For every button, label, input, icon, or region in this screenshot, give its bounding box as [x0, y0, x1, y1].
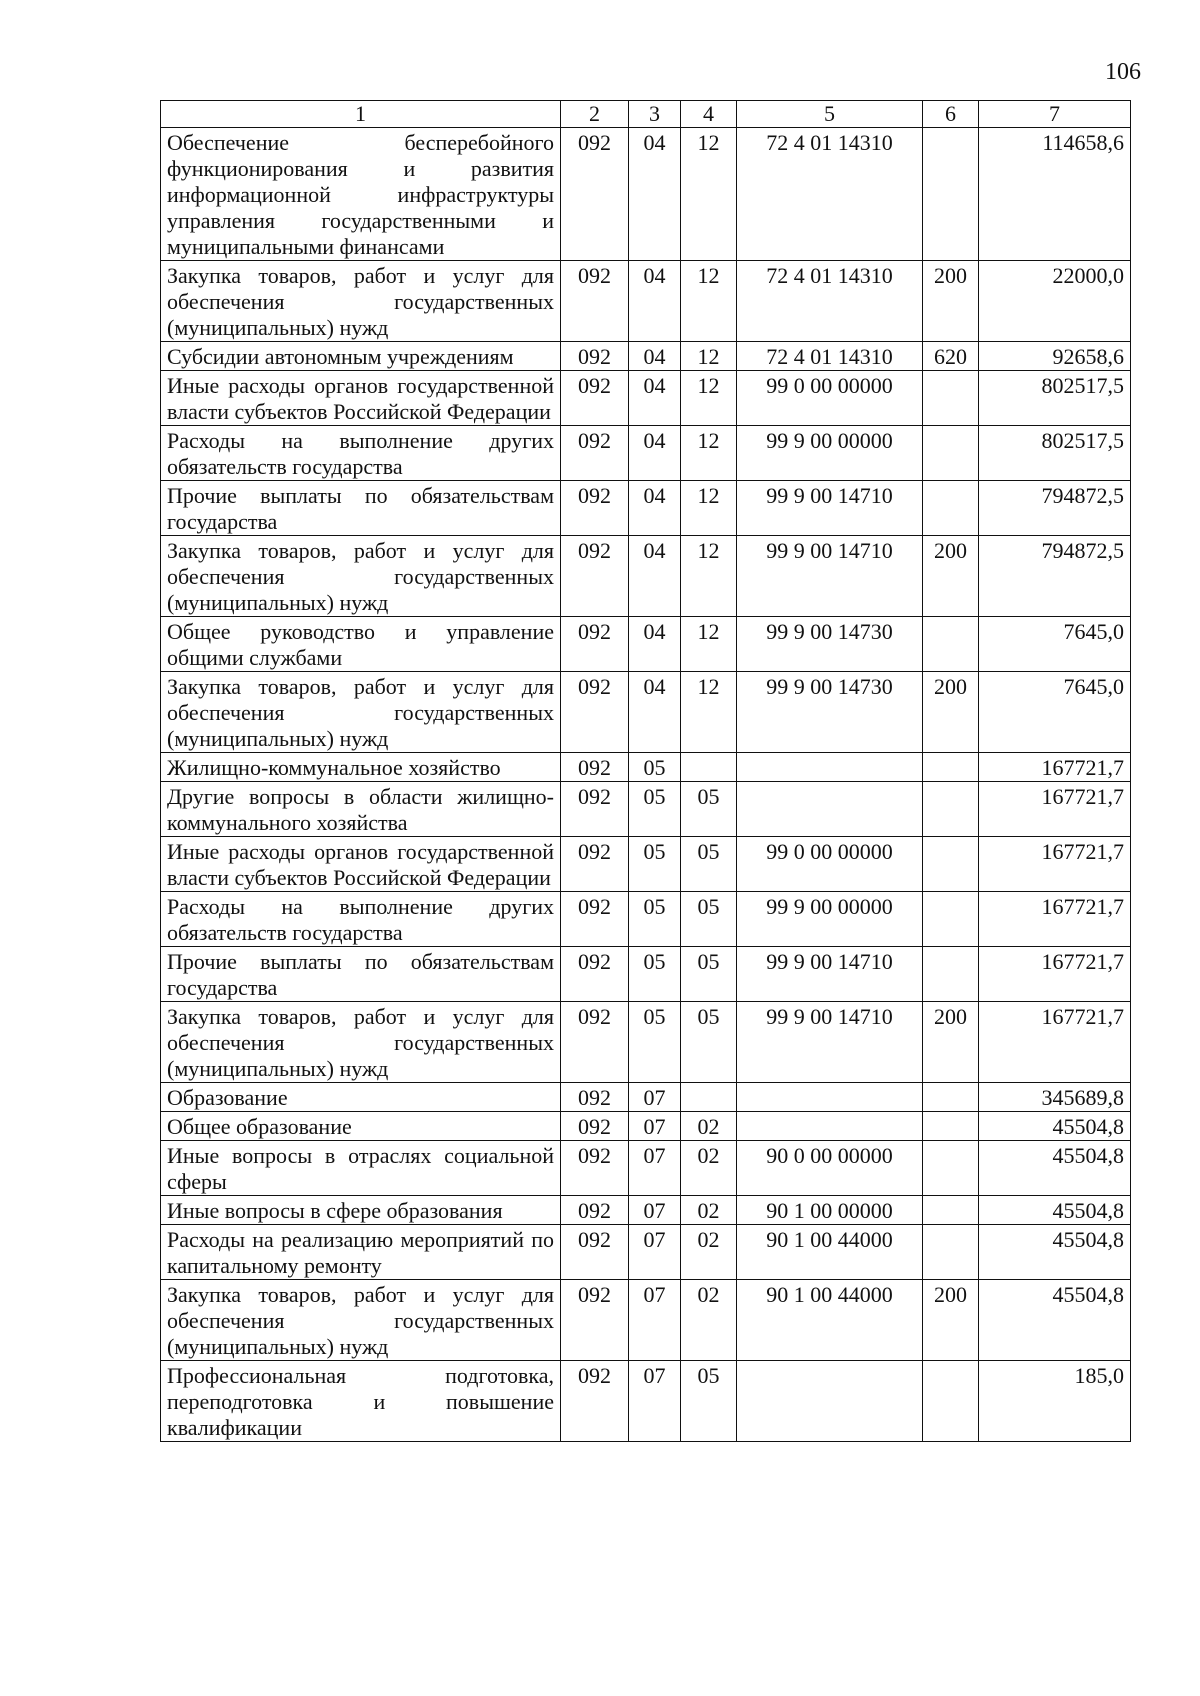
row-section-code: 07: [629, 1361, 681, 1442]
row-amount: 345689,8: [979, 1083, 1131, 1112]
row-target-article: 99 9 00 00000: [737, 426, 923, 481]
row-target-article: 90 1 00 44000: [737, 1280, 923, 1361]
row-description: Прочие выплаты по обязательствам государства: [161, 481, 561, 536]
row-target-article: 72 4 01 14310: [737, 261, 923, 342]
row-subsection-code: 02: [681, 1280, 737, 1361]
row-subsection-code: 12: [681, 617, 737, 672]
table-row: [161, 261, 1131, 342]
row-description: Закупка товаров, работ и услуг для обеспечения государственных (муниципальных) нужд: [161, 672, 561, 753]
row-target-article: 99 9 00 14710: [737, 481, 923, 536]
row-subsection-code: [681, 1083, 737, 1112]
row-amount: 167721,7: [979, 947, 1131, 1002]
row-description: Расходы на реализацию мероприятий по капитальному ремонту: [161, 1225, 561, 1280]
table-row: [161, 1083, 1131, 1112]
row-subsection-code: 02: [681, 1112, 737, 1141]
row-section-code: 05: [629, 892, 681, 947]
row-subsection-code: 05: [681, 892, 737, 947]
table-row: [161, 1225, 1131, 1280]
row-ministry-code: 092: [561, 371, 629, 426]
row-expense-type: [923, 1361, 979, 1442]
table-row: [161, 371, 1131, 426]
row-expense-type: 200: [923, 1002, 979, 1083]
page-number: 106: [1105, 59, 1141, 85]
column-header-6: 6: [923, 101, 979, 128]
row-section-code: 05: [629, 782, 681, 837]
row-subsection-code: 12: [681, 342, 737, 371]
row-section-code: 05: [629, 837, 681, 892]
row-ministry-code: 092: [561, 426, 629, 481]
row-amount: 7645,0: [979, 672, 1131, 753]
row-description: Профессиональная подготовка, переподготовка и повышение квалификации: [161, 1361, 561, 1442]
row-amount: 92658,6: [979, 342, 1131, 371]
budget-table: [160, 100, 1131, 1442]
row-expense-type: [923, 947, 979, 1002]
row-description: Обеспечение бесперебойного функционирования и развития информационной инфраструктуры управления государственными и муниципальными финансами: [161, 128, 561, 261]
row-ministry-code: 092: [561, 536, 629, 617]
row-expense-type: [923, 371, 979, 426]
table-row: [161, 426, 1131, 481]
row-section-code: 05: [629, 1002, 681, 1083]
row-target-article: 90 1 00 00000: [737, 1196, 923, 1225]
column-header-4: 4: [681, 101, 737, 128]
row-subsection-code: 12: [681, 426, 737, 481]
row-ministry-code: 092: [561, 782, 629, 837]
row-ministry-code: 092: [561, 342, 629, 371]
row-ministry-code: 092: [561, 1083, 629, 1112]
row-ministry-code: 092: [561, 1196, 629, 1225]
row-description: Закупка товаров, работ и услуг для обеспечения государственных (муниципальных) нужд: [161, 1002, 561, 1083]
row-amount: 167721,7: [979, 1002, 1131, 1083]
row-section-code: 04: [629, 672, 681, 753]
row-description: Общее руководство и управление общими службами: [161, 617, 561, 672]
row-target-article: 99 9 00 14730: [737, 672, 923, 753]
row-section-code: 04: [629, 481, 681, 536]
table-row: [161, 672, 1131, 753]
row-amount: 185,0: [979, 1361, 1131, 1442]
row-section-code: 04: [629, 261, 681, 342]
row-section-code: 07: [629, 1141, 681, 1196]
row-subsection-code: 12: [681, 128, 737, 261]
row-expense-type: [923, 782, 979, 837]
row-expense-type: 200: [923, 261, 979, 342]
row-section-code: 07: [629, 1083, 681, 1112]
row-ministry-code: 092: [561, 1280, 629, 1361]
row-target-article: 72 4 01 14310: [737, 128, 923, 261]
row-expense-type: [923, 837, 979, 892]
row-amount: 794872,5: [979, 536, 1131, 617]
row-description: Жилищно-коммунальное хозяйство: [161, 753, 561, 782]
row-description: Иные вопросы в отраслях социальной сферы: [161, 1141, 561, 1196]
row-section-code: 04: [629, 536, 681, 617]
row-expense-type: [923, 892, 979, 947]
row-amount: 167721,7: [979, 892, 1131, 947]
row-ministry-code: 092: [561, 128, 629, 261]
row-ministry-code: 092: [561, 261, 629, 342]
row-target-article: 90 1 00 44000: [737, 1225, 923, 1280]
row-amount: 802517,5: [979, 371, 1131, 426]
row-amount: 802517,5: [979, 426, 1131, 481]
row-expense-type: [923, 1225, 979, 1280]
row-expense-type: 620: [923, 342, 979, 371]
column-header-2: 2: [561, 101, 629, 128]
row-amount: 45504,8: [979, 1112, 1131, 1141]
table-row: [161, 128, 1131, 261]
table-row: [161, 837, 1131, 892]
row-subsection-code: 02: [681, 1225, 737, 1280]
row-expense-type: [923, 1196, 979, 1225]
row-ministry-code: 092: [561, 753, 629, 782]
column-header-3: 3: [629, 101, 681, 128]
row-section-code: 05: [629, 753, 681, 782]
table-row: [161, 1141, 1131, 1196]
row-section-code: 07: [629, 1225, 681, 1280]
row-subsection-code: 12: [681, 536, 737, 617]
table-row: [161, 1196, 1131, 1225]
row-target-article: 99 9 00 14710: [737, 536, 923, 617]
row-subsection-code: 12: [681, 261, 737, 342]
row-ministry-code: 092: [561, 481, 629, 536]
row-description: Расходы на выполнение других обязательств государства: [161, 426, 561, 481]
row-subsection-code: 12: [681, 371, 737, 426]
row-ministry-code: 092: [561, 1141, 629, 1196]
header-row: [161, 101, 1131, 128]
table-row: [161, 481, 1131, 536]
row-subsection-code: 05: [681, 1361, 737, 1442]
row-ministry-code: 092: [561, 1361, 629, 1442]
row-description: Расходы на выполнение других обязательств государства: [161, 892, 561, 947]
row-target-article: [737, 1112, 923, 1141]
row-expense-type: [923, 617, 979, 672]
row-amount: 114658,6: [979, 128, 1131, 261]
row-subsection-code: [681, 753, 737, 782]
row-amount: 45504,8: [979, 1225, 1131, 1280]
row-section-code: 05: [629, 947, 681, 1002]
row-section-code: 04: [629, 371, 681, 426]
row-expense-type: 200: [923, 1280, 979, 1361]
row-section-code: 04: [629, 342, 681, 371]
row-amount: 167721,7: [979, 753, 1131, 782]
table-row: [161, 947, 1131, 1002]
row-description: Закупка товаров, работ и услуг для обеспечения государственных (муниципальных) нужд: [161, 1280, 561, 1361]
row-target-article: 99 9 00 14710: [737, 947, 923, 1002]
row-amount: 167721,7: [979, 782, 1131, 837]
row-subsection-code: 05: [681, 782, 737, 837]
row-description: Образование: [161, 1083, 561, 1112]
row-target-article: [737, 1083, 923, 1112]
row-amount: 45504,8: [979, 1280, 1131, 1361]
row-expense-type: [923, 481, 979, 536]
table-row: [161, 753, 1131, 782]
row-amount: 794872,5: [979, 481, 1131, 536]
row-description: Закупка товаров, работ и услуг для обеспечения государственных (муниципальных) нужд: [161, 261, 561, 342]
row-ministry-code: 092: [561, 892, 629, 947]
row-expense-type: 200: [923, 672, 979, 753]
table-row: [161, 1002, 1131, 1083]
row-target-article: 99 9 00 14730: [737, 617, 923, 672]
table-row: [161, 617, 1131, 672]
row-description: Прочие выплаты по обязательствам государства: [161, 947, 561, 1002]
row-subsection-code: 05: [681, 837, 737, 892]
table-row: [161, 1361, 1131, 1442]
row-target-article: [737, 1361, 923, 1442]
row-target-article: 99 0 00 00000: [737, 837, 923, 892]
table-row: [161, 782, 1131, 837]
row-section-code: 04: [629, 617, 681, 672]
row-expense-type: 200: [923, 536, 979, 617]
row-target-article: 99 9 00 14710: [737, 1002, 923, 1083]
row-expense-type: [923, 1112, 979, 1141]
row-subsection-code: 05: [681, 1002, 737, 1083]
row-target-article: 99 0 00 00000: [737, 371, 923, 426]
row-ministry-code: 092: [561, 1225, 629, 1280]
row-section-code: 04: [629, 426, 681, 481]
row-target-article: [737, 782, 923, 837]
table-body: [161, 101, 1131, 1442]
row-ministry-code: 092: [561, 1112, 629, 1141]
row-expense-type: [923, 128, 979, 261]
row-expense-type: [923, 426, 979, 481]
row-subsection-code: 12: [681, 481, 737, 536]
row-description: Закупка товаров, работ и услуг для обеспечения государственных (муниципальных) нужд: [161, 536, 561, 617]
row-amount: 22000,0: [979, 261, 1131, 342]
row-amount: 45504,8: [979, 1141, 1131, 1196]
row-description: Иные расходы органов государственной власти субъектов Российской Федерации: [161, 371, 561, 426]
row-expense-type: [923, 1083, 979, 1112]
table-row: [161, 536, 1131, 617]
row-amount: 45504,8: [979, 1196, 1131, 1225]
row-description: Иные вопросы в сфере образования: [161, 1196, 561, 1225]
row-expense-type: [923, 753, 979, 782]
row-target-article: 72 4 01 14310: [737, 342, 923, 371]
table-row: [161, 1112, 1131, 1141]
row-target-article: 90 0 00 00000: [737, 1141, 923, 1196]
row-description: Другие вопросы в области жилищно-коммунального хозяйства: [161, 782, 561, 837]
row-section-code: 04: [629, 128, 681, 261]
table-row: [161, 1280, 1131, 1361]
row-ministry-code: 092: [561, 837, 629, 892]
table-row: [161, 342, 1131, 371]
row-subsection-code: 12: [681, 672, 737, 753]
row-amount: 7645,0: [979, 617, 1131, 672]
row-expense-type: [923, 1141, 979, 1196]
row-section-code: 07: [629, 1196, 681, 1225]
row-ministry-code: 092: [561, 947, 629, 1002]
row-subsection-code: 02: [681, 1196, 737, 1225]
row-section-code: 07: [629, 1280, 681, 1361]
row-subsection-code: 02: [681, 1141, 737, 1196]
column-header-7: 7: [979, 101, 1131, 128]
row-subsection-code: 05: [681, 947, 737, 1002]
column-header-1: 1: [161, 101, 561, 128]
row-description: Общее образование: [161, 1112, 561, 1141]
row-description: Субсидии автономным учреждениям: [161, 342, 561, 371]
row-ministry-code: 092: [561, 1002, 629, 1083]
row-target-article: 99 9 00 00000: [737, 892, 923, 947]
row-description: Иные расходы органов государственной власти субъектов Российской Федерации: [161, 837, 561, 892]
row-target-article: [737, 753, 923, 782]
row-section-code: 07: [629, 1112, 681, 1141]
row-ministry-code: 092: [561, 617, 629, 672]
column-header-5: 5: [737, 101, 923, 128]
table-row: [161, 892, 1131, 947]
row-amount: 167721,7: [979, 837, 1131, 892]
row-ministry-code: 092: [561, 672, 629, 753]
